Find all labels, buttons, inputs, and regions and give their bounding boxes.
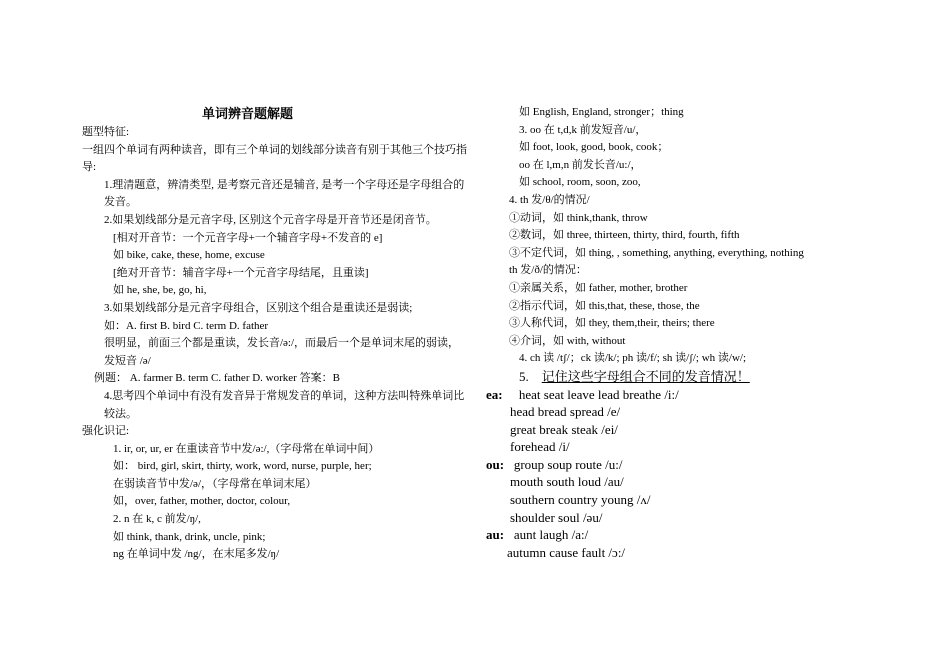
ea-group (486, 386, 926, 456)
au-group (486, 526, 926, 561)
word-row: southern country young /ʌ/ (510, 492, 651, 508)
example-line: 如 he, she, be, go, hi, (113, 284, 207, 297)
list-item: ②指示代词，如 this,that, these, those, the (509, 299, 700, 312)
rule-line: 1. ir, or, ur, er 在重读音节中发/ə:/,（字母常在单词中间） (113, 442, 380, 455)
rule-line: 在弱读音节中发/ə/，（字母常在单词末尾） (113, 477, 317, 490)
example-line: 如，over, father, mother, doctor, colour, (113, 495, 291, 508)
example-line: 如 foot, look, good, book, cook； (519, 141, 669, 154)
paragraph-line: 题型特征: (82, 126, 130, 138)
tip-line: 4.思考四个单词中有没有发音异于常规发音的单词，这种方法叫特殊单词比较法。 (104, 389, 465, 420)
left-column (82, 104, 468, 564)
rule-line: 4. ch 读 /tʃ/；ck 读/k/; ph 读/f/; sh 读/ʃ/; wh 读/w/; (519, 352, 747, 365)
rule-line: 2. n 在 k, c 前发/ŋ/, (113, 513, 201, 526)
group-label: ea (486, 386, 499, 402)
word-row: autumn cause fault /ɔ:/ (507, 544, 626, 560)
word-row: head bread spread /e/ (510, 404, 621, 420)
word-row: group soup route /u:/ (513, 456, 623, 472)
group-row: ea: heat seat leave lead breathe /i:/ (486, 386, 679, 402)
example-line: 如 English, England, stronger；thing (519, 106, 684, 118)
word-row: heat seat leave lead breathe /i:/ (518, 386, 679, 402)
word-row: mouth south loud /au/ (510, 474, 624, 490)
paragraph-line: 一组四个单词有两种读音，即有三个单词的划线部分读音有别于其他三个技巧指导: (82, 143, 467, 174)
rule-line: [相对开音节：一个元音字母+一个辅音字母+不发音的 e] (113, 231, 383, 244)
example-question-line: 例题： A. farmer B. term C. father D. worker 答案：B (94, 372, 340, 385)
group-label: ou (486, 456, 500, 472)
section-heading: 强化识记: (82, 425, 130, 438)
ou-group (486, 456, 926, 526)
example-line: 如 bike, cake, these, home, excuse (113, 249, 265, 262)
word-row: forehead /i/ (510, 439, 570, 455)
list-item: ①亲属关系，如 father, mother, brother (509, 281, 688, 294)
list-item: ②数词，如 three, thirteen, thirty, third, fourth, fifth (509, 229, 740, 242)
explanation-line: 很明显，前面三个都是重读，发长音/ə:/，而最后一个是单词末尾的弱读，发短音 /ə/ (104, 337, 460, 367)
list-item: ④介词，如 with, without (509, 334, 626, 347)
rule-line: ng 在单词中发 /ng/，在末尾多发/ŋ/ (113, 548, 280, 561)
list-item: ③人称代词，如 they, them,their, theirs; there (509, 317, 715, 330)
tip-line: 3.如果划线部分是元音字母组合，区别这个组合是重读还是弱读; (104, 301, 413, 314)
rule-line: [绝对开音节：辅音字母+一个元音字母结尾，且重读] (113, 266, 369, 279)
document-title: 单词辨音题解题 (202, 106, 294, 121)
group-label: au (486, 527, 500, 543)
item5-heading (486, 368, 926, 386)
example-line: 如： bird, girl, skirt, thirty, work, word, nurse, purple, her; (113, 460, 372, 473)
rule-line: th 发/ð/的情况： (509, 264, 587, 277)
word-row: shoulder soul /əu/ (510, 509, 603, 525)
group-row: au: aunt laugh /a:/ (486, 527, 589, 543)
item5-number: 5. (519, 368, 529, 384)
tip-line: 2.如果划线部分是元音字母, 区别这个元音字母是开音节还是闭音节。 (104, 213, 437, 226)
tip-line: 1.理清题意，辨清类型, 是考察元音还是辅音, 是考一个字母还是字母组合的发音。 (104, 178, 465, 209)
word-row: aunt laugh /a:/ (513, 527, 589, 543)
example-line: 如：A. first B. bird C. term D. father (104, 319, 269, 332)
rule-line: 4. th 发/θ/的情况/ (509, 193, 590, 206)
example-line: 如 think, thank, drink, uncle, pink; (113, 530, 266, 543)
word-row: great break steak /ei/ (510, 421, 618, 437)
group-row: ou: group soup route /u:/ (486, 456, 623, 472)
item5-text: 记住这些字母组合不同的发音情况！ (541, 368, 750, 384)
list-item: ③不定代词，如 thing, , something, anything, everything, nothing (509, 246, 804, 259)
list-item: ①动词，如 think,thank, throw (509, 211, 648, 224)
example-line: 如 school, room, soon, zoo, (519, 176, 641, 189)
rule-line: 3. oo 在 t,d,k 前发短音/u/， (519, 123, 647, 136)
right-column (486, 104, 926, 561)
rule-line: oo 在 l,m,n 前发长音/u:/， (519, 158, 642, 171)
